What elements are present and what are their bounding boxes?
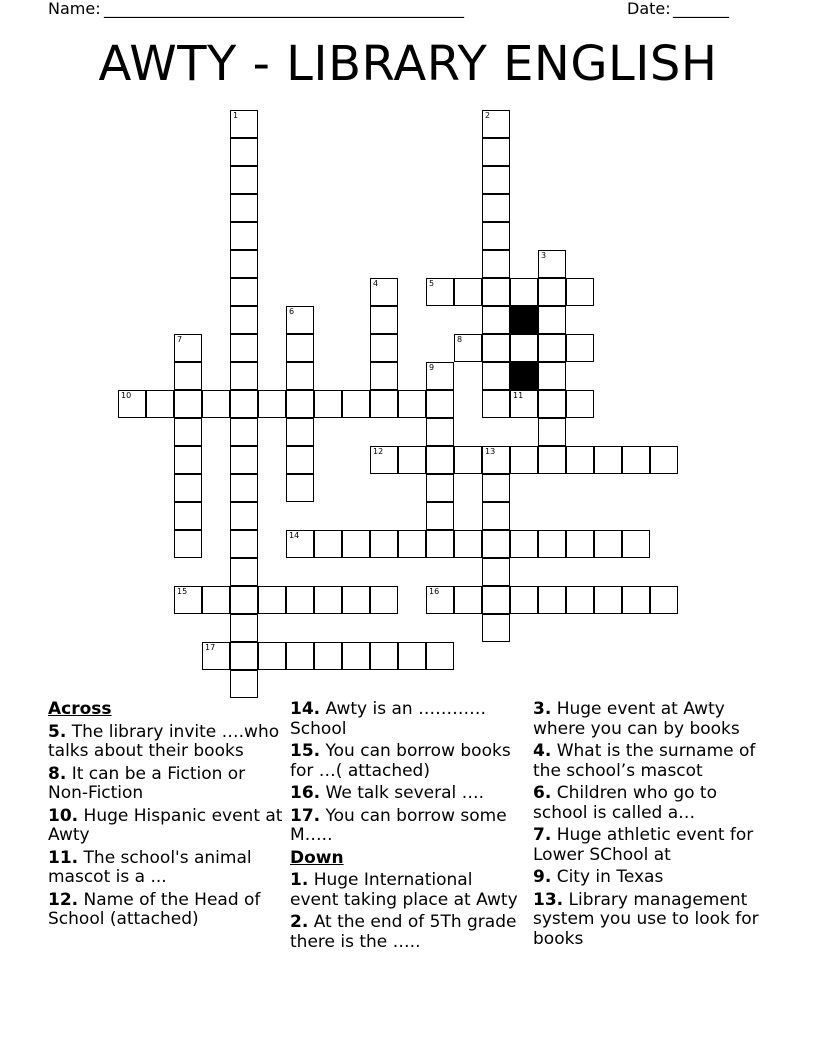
clue-text: We talk several …. bbox=[325, 783, 485, 803]
grid-cell[interactable] bbox=[482, 250, 510, 278]
clue-text: Huge Hispanic event at Awty bbox=[48, 805, 283, 845]
grid-cell[interactable] bbox=[230, 222, 258, 250]
clue-text: Huge athletic event for Lower SChool at bbox=[533, 825, 754, 865]
clue-column-3 bbox=[533, 700, 769, 952]
clue-number: 4. bbox=[533, 741, 552, 761]
clue-number: 15. bbox=[290, 741, 321, 761]
cell-number: 1 bbox=[233, 111, 239, 120]
grid-cell[interactable] bbox=[314, 390, 342, 418]
grid-cell[interactable] bbox=[594, 586, 622, 614]
clue-number: 2. bbox=[290, 912, 309, 932]
grid-cell[interactable] bbox=[174, 362, 202, 390]
grid-cell[interactable] bbox=[482, 586, 510, 614]
grid-cell[interactable] bbox=[230, 502, 258, 530]
grid-cell[interactable] bbox=[482, 334, 510, 362]
clue-down-3 bbox=[533, 700, 769, 739]
clue-number: 13. bbox=[533, 889, 564, 910]
clue-text: You can borrow some M….. bbox=[290, 805, 507, 845]
cell-number: 9 bbox=[429, 363, 435, 372]
clue-text: Library management system you use to look for books bbox=[533, 889, 759, 949]
grid-cell[interactable] bbox=[342, 586, 370, 614]
grid-cell[interactable] bbox=[426, 642, 454, 670]
grid-cell[interactable] bbox=[286, 390, 314, 418]
cell-number: 14 bbox=[289, 531, 300, 540]
clue-number: 16. bbox=[290, 783, 321, 803]
grid-cell[interactable] bbox=[482, 558, 510, 586]
grid-cell[interactable] bbox=[398, 390, 426, 418]
grid-cell[interactable] bbox=[426, 446, 454, 474]
grid-cell[interactable] bbox=[510, 390, 538, 418]
cell-number: 2 bbox=[485, 111, 491, 120]
grid-cell[interactable] bbox=[230, 166, 258, 194]
grid-cell[interactable] bbox=[622, 446, 650, 474]
grid-cell[interactable] bbox=[174, 586, 202, 614]
clue-number: 5. bbox=[48, 721, 67, 742]
date-label: Date: bbox=[627, 0, 671, 18]
clue-text: Children who go to school is called a… bbox=[533, 783, 717, 823]
grid-cell[interactable] bbox=[230, 642, 258, 670]
grid-cell[interactable] bbox=[230, 390, 258, 418]
clue-number: 10. bbox=[48, 805, 79, 826]
grid-cell[interactable] bbox=[174, 474, 202, 502]
grid-cell[interactable] bbox=[286, 530, 314, 558]
grid-cell[interactable] bbox=[230, 138, 258, 166]
grid-cell[interactable] bbox=[286, 474, 314, 502]
clue-text: It can be a Fiction or Non-Fiction bbox=[48, 763, 246, 803]
clue-text: Awty is an ………… School bbox=[290, 699, 487, 739]
grid-cell[interactable] bbox=[398, 446, 426, 474]
grid-cell[interactable] bbox=[230, 306, 258, 334]
grid-cell[interactable] bbox=[510, 586, 538, 614]
grid-cell[interactable] bbox=[426, 418, 454, 446]
grid-cell[interactable] bbox=[538, 390, 566, 418]
grid-cell[interactable] bbox=[286, 586, 314, 614]
grid-cell[interactable] bbox=[594, 530, 622, 558]
grid-cell[interactable] bbox=[286, 306, 314, 334]
grid-cell[interactable] bbox=[370, 362, 398, 390]
grid-cell[interactable] bbox=[454, 586, 482, 614]
grid-cell[interactable] bbox=[482, 502, 510, 530]
clue-across-8 bbox=[48, 765, 284, 804]
grid-cell[interactable] bbox=[146, 390, 174, 418]
clue-number: 7. bbox=[533, 825, 552, 845]
grid-cell[interactable] bbox=[314, 530, 342, 558]
clue-text: The library invite ….who talks about their books bbox=[48, 721, 280, 761]
grid-cell[interactable] bbox=[510, 334, 538, 362]
grid-cell[interactable] bbox=[230, 586, 258, 614]
clue-column-1 bbox=[48, 700, 284, 933]
down-heading: Down bbox=[290, 847, 344, 868]
clue-down-13 bbox=[533, 891, 769, 950]
grid-cell[interactable] bbox=[454, 530, 482, 558]
clue-text: The school's animal mascot is a ... bbox=[48, 847, 252, 887]
grid-cell[interactable] bbox=[370, 390, 398, 418]
grid-cell[interactable] bbox=[342, 530, 370, 558]
grid-cell[interactable] bbox=[286, 642, 314, 670]
clue-number: 3. bbox=[533, 699, 552, 719]
cell-number: 13 bbox=[485, 447, 496, 456]
cell-number: 4 bbox=[373, 279, 379, 288]
grid-cell[interactable] bbox=[230, 670, 258, 698]
clue-text: At the end of 5Th grade there is the ….. bbox=[290, 912, 517, 952]
clue-number: 12. bbox=[48, 889, 79, 910]
page-title: AWTY - LIBRARY ENGLISH bbox=[98, 36, 718, 92]
grid-cell[interactable] bbox=[538, 250, 566, 278]
grid-cell[interactable] bbox=[482, 110, 510, 138]
grid-cell[interactable] bbox=[426, 502, 454, 530]
grid-cell[interactable] bbox=[426, 586, 454, 614]
grid-cell[interactable] bbox=[230, 334, 258, 362]
clue-number: 14. bbox=[290, 699, 321, 719]
grid-cell[interactable] bbox=[426, 530, 454, 558]
grid-cell[interactable] bbox=[370, 278, 398, 306]
grid-cell[interactable] bbox=[230, 362, 258, 390]
clue-across-17 bbox=[290, 807, 526, 846]
grid-cell[interactable] bbox=[230, 446, 258, 474]
grid-cell[interactable] bbox=[566, 334, 594, 362]
grid-cell[interactable] bbox=[286, 446, 314, 474]
grid-cell[interactable] bbox=[174, 390, 202, 418]
grid-cell[interactable] bbox=[482, 194, 510, 222]
grid-cell[interactable] bbox=[650, 586, 678, 614]
clue-down-7 bbox=[533, 826, 769, 865]
grid-cell[interactable] bbox=[538, 362, 566, 390]
grid-cell[interactable] bbox=[482, 306, 510, 334]
cell-number: 6 bbox=[289, 307, 295, 316]
grid-cell[interactable] bbox=[342, 390, 370, 418]
grid-cell[interactable] bbox=[566, 446, 594, 474]
across-heading: Across bbox=[48, 699, 112, 719]
grid-cell[interactable] bbox=[370, 306, 398, 334]
grid-cell[interactable] bbox=[258, 642, 286, 670]
grid-cell[interactable] bbox=[174, 530, 202, 558]
grid-cell[interactable] bbox=[202, 642, 230, 670]
grid-cell[interactable] bbox=[286, 362, 314, 390]
black-cell bbox=[510, 306, 538, 334]
grid-cell[interactable] bbox=[286, 418, 314, 446]
grid-cell[interactable] bbox=[230, 278, 258, 306]
grid-cell[interactable] bbox=[566, 586, 594, 614]
clue-across-15 bbox=[290, 742, 526, 781]
cell-number: 15 bbox=[177, 587, 188, 596]
cell-number: 5 bbox=[429, 279, 435, 288]
grid-cell[interactable] bbox=[566, 278, 594, 306]
name-blank[interactable]: _____________________________________________ bbox=[104, 0, 464, 18]
cell-number: 10 bbox=[121, 391, 132, 400]
grid-cell[interactable] bbox=[482, 530, 510, 558]
clue-number: 11. bbox=[48, 847, 79, 868]
clue-text: What is the surname of the school’s mascot bbox=[533, 741, 756, 781]
clue-across-16 bbox=[290, 784, 526, 804]
clue-across-5 bbox=[48, 723, 284, 762]
grid-cell[interactable] bbox=[370, 642, 398, 670]
grid-cell[interactable] bbox=[370, 446, 398, 474]
cell-number: 3 bbox=[541, 251, 547, 260]
grid-cell[interactable] bbox=[258, 586, 286, 614]
grid-cell[interactable] bbox=[538, 278, 566, 306]
grid-cell[interactable] bbox=[566, 390, 594, 418]
grid-cell[interactable] bbox=[230, 474, 258, 502]
black-cell bbox=[510, 362, 538, 390]
grid-cell[interactable] bbox=[230, 110, 258, 138]
grid-cell[interactable] bbox=[286, 334, 314, 362]
grid-cell[interactable] bbox=[202, 586, 230, 614]
grid-cell[interactable] bbox=[538, 446, 566, 474]
clue-across-14 bbox=[290, 700, 526, 739]
clue-across-10 bbox=[48, 807, 284, 846]
grid-cell[interactable] bbox=[510, 530, 538, 558]
cell-number: 8 bbox=[457, 335, 463, 344]
clue-text: Name of the Head of School (attached) bbox=[48, 889, 261, 929]
grid-cell[interactable] bbox=[370, 530, 398, 558]
cell-number: 12 bbox=[373, 447, 384, 456]
grid-cell[interactable] bbox=[174, 334, 202, 362]
clue-text: Huge event at Awty where you can by books bbox=[533, 699, 740, 739]
grid-cell[interactable] bbox=[426, 474, 454, 502]
grid-cell[interactable] bbox=[482, 446, 510, 474]
grid-cell[interactable] bbox=[174, 502, 202, 530]
grid-cell[interactable] bbox=[482, 362, 510, 390]
name-label: Name: bbox=[48, 0, 101, 18]
grid-cell[interactable] bbox=[538, 418, 566, 446]
grid-cell[interactable] bbox=[370, 334, 398, 362]
clue-down-2 bbox=[290, 913, 526, 952]
grid-cell[interactable] bbox=[398, 530, 426, 558]
date-blank[interactable]: _______ bbox=[673, 0, 729, 18]
grid-cell[interactable] bbox=[342, 642, 370, 670]
grid-cell[interactable] bbox=[454, 446, 482, 474]
grid-cell[interactable] bbox=[258, 390, 286, 418]
grid-cell[interactable] bbox=[454, 334, 482, 362]
grid-cell[interactable] bbox=[482, 474, 510, 502]
grid-cell[interactable] bbox=[482, 390, 510, 418]
grid-cell[interactable] bbox=[454, 278, 482, 306]
grid-cell[interactable] bbox=[370, 586, 398, 614]
grid-cell[interactable] bbox=[622, 586, 650, 614]
grid-cell[interactable] bbox=[482, 166, 510, 194]
grid-cell[interactable] bbox=[230, 250, 258, 278]
grid-cell[interactable] bbox=[482, 278, 510, 306]
clue-column-2 bbox=[290, 700, 526, 955]
grid-cell[interactable] bbox=[398, 642, 426, 670]
grid-cell[interactable] bbox=[510, 278, 538, 306]
grid-cell[interactable] bbox=[426, 278, 454, 306]
clue-number: 1. bbox=[290, 870, 309, 890]
clue-number: 8. bbox=[48, 763, 67, 784]
grid-cell[interactable] bbox=[426, 390, 454, 418]
clue-across-12 bbox=[48, 891, 284, 930]
grid-cell[interactable] bbox=[482, 614, 510, 642]
grid-cell[interactable] bbox=[538, 530, 566, 558]
grid-cell[interactable] bbox=[594, 446, 622, 474]
cell-number: 17 bbox=[205, 643, 216, 652]
grid-cell[interactable] bbox=[314, 642, 342, 670]
grid-cell[interactable] bbox=[482, 222, 510, 250]
clue-down-4 bbox=[533, 742, 769, 781]
grid-cell[interactable] bbox=[566, 530, 594, 558]
grid-cell[interactable] bbox=[230, 418, 258, 446]
cell-number: 7 bbox=[177, 335, 183, 344]
grid-cell[interactable] bbox=[426, 362, 454, 390]
grid-cell[interactable] bbox=[538, 334, 566, 362]
grid-cell[interactable] bbox=[650, 446, 678, 474]
grid-cell[interactable] bbox=[538, 306, 566, 334]
clue-down-1 bbox=[290, 871, 526, 910]
clue-number: 6. bbox=[533, 783, 552, 803]
grid-cell[interactable] bbox=[538, 586, 566, 614]
grid-cell[interactable] bbox=[118, 390, 146, 418]
grid-cell[interactable] bbox=[314, 586, 342, 614]
clue-number: 17. bbox=[290, 805, 321, 826]
grid-cell[interactable] bbox=[622, 530, 650, 558]
clue-text: Huge International event taking place at Awty bbox=[290, 870, 518, 910]
clue-text: City in Texas bbox=[556, 867, 664, 887]
clue-down-9 bbox=[533, 868, 769, 888]
grid-cell[interactable] bbox=[174, 418, 202, 446]
cell-number: 16 bbox=[429, 587, 440, 596]
grid-cell[interactable] bbox=[230, 530, 258, 558]
grid-cell[interactable] bbox=[230, 558, 258, 586]
clue-across-11 bbox=[48, 849, 284, 888]
grid-cell[interactable] bbox=[230, 614, 258, 642]
clue-number: 9. bbox=[533, 867, 552, 887]
grid-cell[interactable] bbox=[230, 194, 258, 222]
clue-down-6 bbox=[533, 784, 769, 823]
grid-cell[interactable] bbox=[510, 446, 538, 474]
grid-cell[interactable] bbox=[174, 446, 202, 474]
grid-cell[interactable] bbox=[202, 390, 230, 418]
clue-text: You can borrow books for …( attached) bbox=[290, 741, 511, 781]
grid-cell[interactable] bbox=[482, 138, 510, 166]
cell-number: 11 bbox=[513, 391, 524, 400]
